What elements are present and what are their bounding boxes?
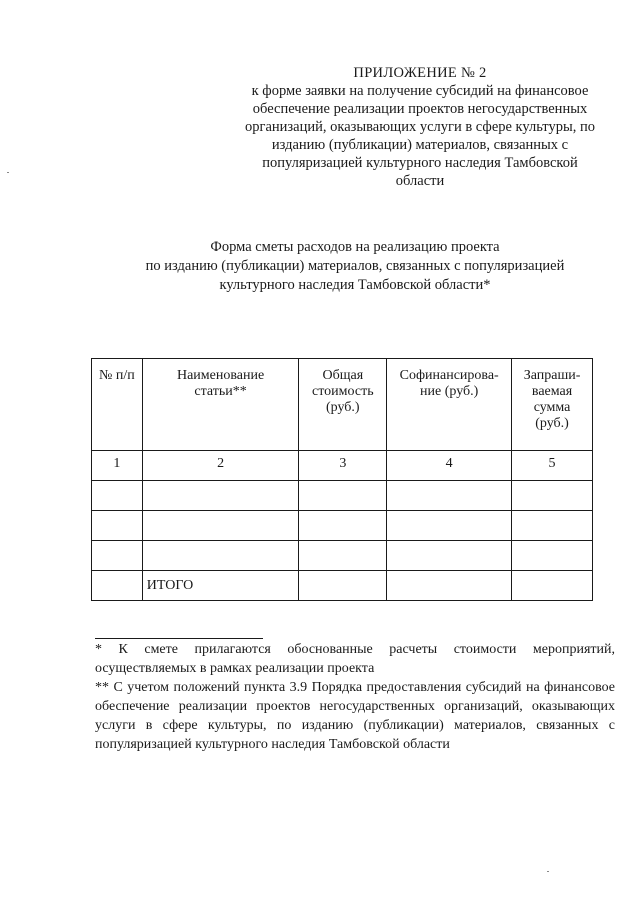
header-cell-requested-amount xyxy=(512,359,593,451)
table-cell xyxy=(387,571,512,601)
table-cell xyxy=(142,481,299,511)
form-title xyxy=(105,238,605,295)
column-number-cell: 2 xyxy=(142,451,299,481)
table-cell xyxy=(387,511,512,541)
footnote-2: ** С учетом положений пункта 3.9 Порядка предоставления субсидий на финансовое обеспечение реализации проектов негосударственных организаций, оказывающих услуги в сфере культуры, по изданию (публикации) материалов, связанных с популяризацией культурного наследия Тамбовской области xyxy=(95,680,615,752)
table-cell xyxy=(512,511,593,541)
table-cell xyxy=(512,571,593,601)
table-cell xyxy=(92,511,143,541)
table-cell xyxy=(512,481,593,511)
table-header-row xyxy=(92,359,593,451)
appendix-line: популяризацией культурного наследия Тамбовской xyxy=(262,155,578,171)
header-text: сумма xyxy=(533,400,571,415)
appendix-line: изданию (публикации) материалов, связанных с xyxy=(271,137,569,153)
header-text: (руб.) xyxy=(535,416,569,431)
column-number-cell: 3 xyxy=(299,451,387,481)
appendix-line: организаций, оказывающих услуги в сфере культуры, по xyxy=(245,119,595,135)
table-cell xyxy=(299,511,387,541)
header-cell-item-name xyxy=(142,359,299,451)
header-text: статьи** xyxy=(194,384,247,399)
table-row xyxy=(92,481,593,511)
form-title-line: Форма сметы расходов на реализацию проекта xyxy=(210,239,500,255)
header-text: Наименование xyxy=(176,368,265,383)
column-number-cell: 1 xyxy=(92,451,143,481)
footnotes xyxy=(95,640,615,754)
table-cell xyxy=(92,541,143,571)
table-cell xyxy=(92,571,143,601)
form-title-line: культурного наследия Тамбовской области* xyxy=(219,277,491,293)
appendix-line: области xyxy=(395,173,445,189)
header-text: Общая xyxy=(322,368,364,383)
header-cell-total-cost xyxy=(299,359,387,451)
header-text: № п/п xyxy=(99,368,135,383)
footnote-separator xyxy=(95,638,263,639)
table-cell xyxy=(512,541,593,571)
header-text: ваемая xyxy=(531,384,573,399)
appendix-heading: ПРИЛОЖЕНИЕ № 2 xyxy=(353,65,487,81)
column-number-row xyxy=(92,451,593,481)
column-number-cell: 5 xyxy=(512,451,593,481)
table-cell xyxy=(387,541,512,571)
form-title-line: по изданию (публикации) материалов, связанных с популяризацией xyxy=(145,258,565,274)
total-label: ИТОГО xyxy=(142,571,299,601)
total-row xyxy=(92,571,593,601)
header-text: Софинансирова- xyxy=(399,368,499,383)
footnote-1: * К смете прилагаются обоснованные расчеты стоимости мероприятий, осуществляемых в рамках реализации проекта xyxy=(95,642,615,676)
table-row xyxy=(92,511,593,541)
table-row xyxy=(92,541,593,571)
table-cell xyxy=(92,481,143,511)
appendix-line: обеспечение реализации проектов негосударственных xyxy=(252,101,588,117)
header-text: стоимость xyxy=(312,384,374,399)
header-text: (руб.) xyxy=(326,400,360,415)
column-number-cell: 4 xyxy=(387,451,512,481)
header-cell-cofinancing xyxy=(387,359,512,451)
header-text: Запраши- xyxy=(523,368,581,383)
table-cell xyxy=(387,481,512,511)
header-text: ние (руб.) xyxy=(420,384,479,399)
table-cell xyxy=(299,481,387,511)
appendix-line: к форме заявки на получение субсидий на финансовое xyxy=(251,83,589,99)
table-cell xyxy=(299,571,387,601)
appendix-block xyxy=(225,64,615,190)
table-cell xyxy=(142,541,299,571)
table-cell xyxy=(142,511,299,541)
scan-speck xyxy=(7,172,9,173)
estimate-table xyxy=(91,358,593,601)
header-cell-number xyxy=(92,359,143,451)
table-cell xyxy=(299,541,387,571)
scan-speck xyxy=(547,871,549,872)
